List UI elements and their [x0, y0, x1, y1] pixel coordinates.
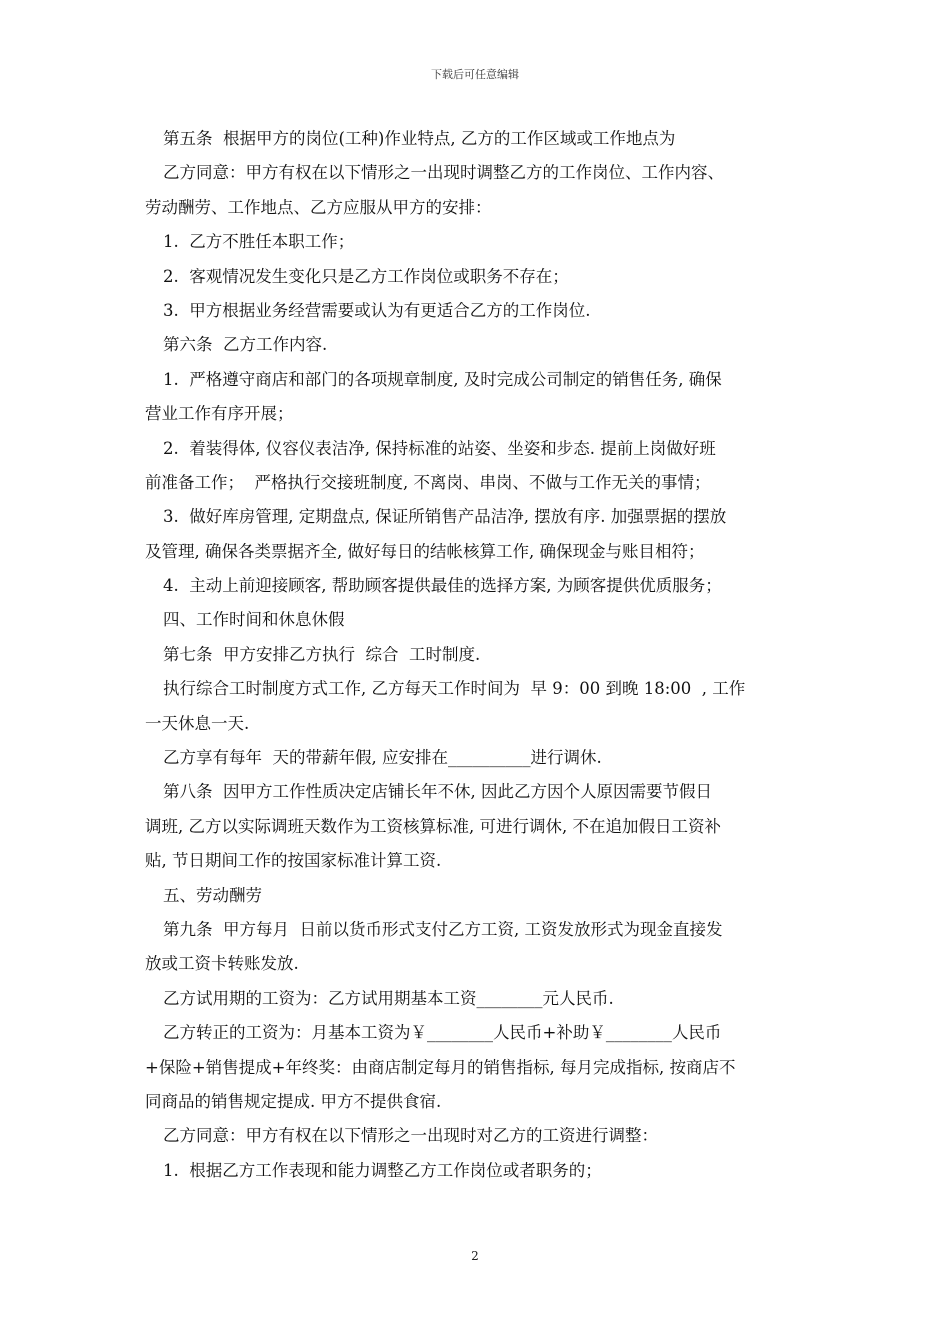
text-line: 劳动酬劳、工作地点、乙方应服从甲方的安排：: [145, 197, 492, 217]
text-line: 前准备工作； 严格执行交接班制度, 不离岗、串岗、不做与工作无关的事情；: [145, 472, 711, 492]
text-line: 五、劳动酬劳: [163, 885, 262, 905]
text-line: 放或工资卡转账发放.: [145, 954, 299, 974]
text-line: 3. 做好库房管理, 定期盘点, 保证所销售产品洁净, 摆放有序. 加强票据的摆放: [163, 507, 727, 527]
text-line: 2. 着装得体, 仪容仪表洁净, 保持标准的站姿、坐姿和步态. 提前上岗做好班: [163, 438, 716, 458]
page-header: 下载后可任意编辑: [431, 68, 519, 81]
document-body: [145, 122, 810, 1188]
text-line: 同商品的销售规定提成. 甲方不提供食宿.: [145, 1091, 442, 1111]
text-line: 1. 乙方不胜任本职工作；: [163, 232, 355, 252]
text-line: 营业工作有序开展；: [145, 404, 294, 424]
text-line: 贴, 节日期间工作的按国家标准计算工资.: [145, 851, 442, 871]
text-line: 第五条 根据甲方的岗位(工种)作业特点, 乙方的工作区域或工作地点为: [163, 129, 676, 148]
text-line: 第七条 甲方安排乙方执行 综合 工时制度.: [163, 644, 481, 664]
text-line: 一天休息一天.: [145, 713, 250, 733]
text-line: 第九条 甲方每月 日前以货币形式支付乙方工资, 工资发放形式为现金直接发: [163, 919, 723, 939]
text-line: 第六条 乙方工作内容.: [163, 335, 328, 355]
text-line: 执行综合工时制度方式工作, 乙方每天工作时间为 早 9：00 到晚 18:00 , 工作: [163, 679, 746, 699]
text-line: 2. 客观情况发生变化只是乙方工作岗位或职务不存在；: [163, 266, 569, 286]
text-line: 1. 根据乙方工作表现和能力调整乙方工作岗位或者职务的；: [163, 1160, 602, 1180]
page-number: 2: [471, 1249, 479, 1263]
text-line: 第八条 因甲方工作性质决定店铺长年不休, 因此乙方因个人原因需要节假日: [163, 782, 712, 802]
text-line: 3. 甲方根据业务经营需要或认为有更适合乙方的工作岗位.: [163, 300, 591, 320]
text-line: +保险+销售提成+年终奖：由商店制定每月的销售指标, 每月完成指标, 按商店不: [145, 1057, 736, 1077]
text-line: 调班, 乙方以实际调班天数作为工资核算标准, 可进行调休, 不在追加假日工资补: [145, 816, 721, 836]
text-line: 乙方同意：甲方有权在以下情形之一出现时调整乙方的工作岗位、工作内容、: [163, 163, 724, 183]
text-line: 1. 严格遵守商店和部门的各项规章制度, 及时完成公司制定的销售任务, 确保: [163, 369, 722, 389]
text-line: 四、工作时间和休息休假: [163, 610, 345, 630]
text-line: 乙方同意：甲方有权在以下情形之一出现时对乙方的工资进行调整：: [163, 1126, 658, 1146]
text-line: 乙方试用期的工资为：乙方试用期基本工资________元人民币.: [163, 988, 614, 1008]
text-line: 乙方享有每年 天的带薪年假, 应安排在__________进行调休.: [163, 748, 602, 768]
text-line: 乙方转正的工资为：月基本工资为￥________人民币+补助￥________人民币: [163, 1023, 722, 1043]
text-line: 及管理, 确保各类票据齐全, 做好每日的结帐核算工作, 确保现金与账目相符；: [145, 541, 705, 561]
text-line: 4. 主动上前迎接顾客, 帮助顾客提供最佳的选择方案, 为顾客提供优质服务；: [163, 576, 722, 596]
